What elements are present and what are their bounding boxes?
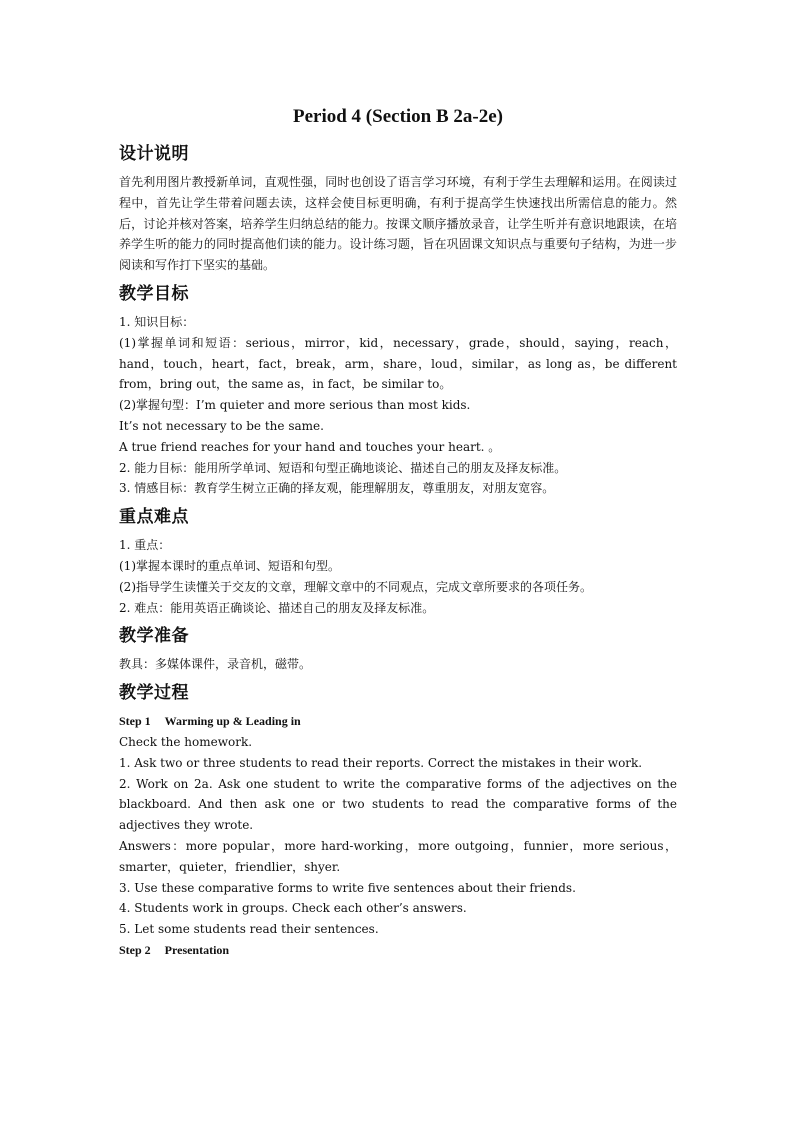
- step-1-number: Step 1: [119, 714, 151, 729]
- heading-prep: 教学准备: [119, 626, 189, 647]
- goals-line: A true friend reaches for your hand and touches your heart. 。: [119, 439, 501, 454]
- step-1-name: Warming up & Leading in: [164, 714, 301, 729]
- heading-design: 设计说明: [119, 144, 189, 164]
- step-1-line: Check the homework.: [119, 734, 253, 749]
- goals-line: 3. 情感目标：教育学生树立正确的择友观，能理解朋友，尊重朋友，对朋友宽容。: [119, 481, 555, 496]
- step-2-number: Step 2: [119, 942, 151, 957]
- goals-line: It’s not necessary to be the same.: [119, 418, 324, 433]
- step-1-line: 5. Let some students read their sentences.: [119, 922, 379, 937]
- step-1-line: 2. Work on 2a. Ask one student to write the comparative forms of the adjectives on the blackboard. And then ask one or two students to read the comparative forms of the adjectives they wrote.: [119, 776, 677, 833]
- step-2-heading: [119, 940, 677, 961]
- step-2-name: Presentation: [164, 942, 230, 957]
- step-1-line: Answers：more popular，more hard-working，more outgoing，funnier，more serious，smarter，quieter，friendlier，shyer.: [119, 838, 677, 874]
- prep-line: 教具：多媒体课件，录音机，磁带。: [119, 657, 312, 672]
- goals-line: (1)掌握单词和短语：serious，mirror，kid，necessary，grade，should，saying，reach，hand，touch，heart，fact，break，arm，share，loud，similar，as long as，be different from，bring out，the same as，in fact，be similar to。: [119, 335, 677, 392]
- keypoints-line: (2)指导学生读懂关于交友的文章，理解文章中的不同观点，完成文章所要求的各项任务。: [119, 579, 593, 594]
- heading-process: 教学过程: [119, 683, 189, 704]
- step-1-line: 3. Use these comparative forms to write five sentences about their friends.: [119, 880, 576, 895]
- design-paragraph: 首先利用图片教授新单词，直观性强，同时也创设了语言学习环境，有利于学生去理解和运用。在阅读过程中，首先让学生带着问题去读，这样会使目标更明确，有利于提高学生快速找出所需信息的能力。然后，讨论并核对答案，培养学生归纳总结的能力。按课文顺序播放录音，让学生听并有意识地跟读，在培养学生听的能力的同时提高他们读的能力。设计练习题，旨在巩固课文知识点与重要句子结构，为进一步阅读和写作打下坚实的基础。: [119, 175, 677, 273]
- step-1-line: 1. Ask two or three students to read their reports. Correct the mistakes in their work.: [119, 755, 643, 770]
- goals-line: (2)掌握句型：I’m quieter and more serious than most kids.: [119, 398, 471, 413]
- heading-goals: 教学目标: [119, 283, 189, 304]
- step-1-heading: [119, 711, 677, 732]
- keypoints-line: 1. 重点：: [119, 538, 171, 553]
- keypoints-line: (1)掌握本课时的重点单词、短语和句型。: [119, 558, 340, 573]
- step-1-line: 4. Students work in groups. Check each other’s answers.: [119, 901, 467, 916]
- goals-line: 2. 能力目标：能用所学单词、短语和句型正确地谈论、描述自己的朋友及择友标准。: [119, 460, 567, 475]
- goals-line: 1. 知识目标：: [119, 314, 195, 329]
- page-title: Period 4 (Section B 2a-2e): [292, 106, 503, 127]
- keypoints-line: 2. 难点：能用英语正确谈论、描述自己的朋友及择友标准。: [119, 600, 435, 615]
- document-content: [119, 104, 677, 961]
- heading-keypoints: 重点难点: [119, 507, 189, 528]
